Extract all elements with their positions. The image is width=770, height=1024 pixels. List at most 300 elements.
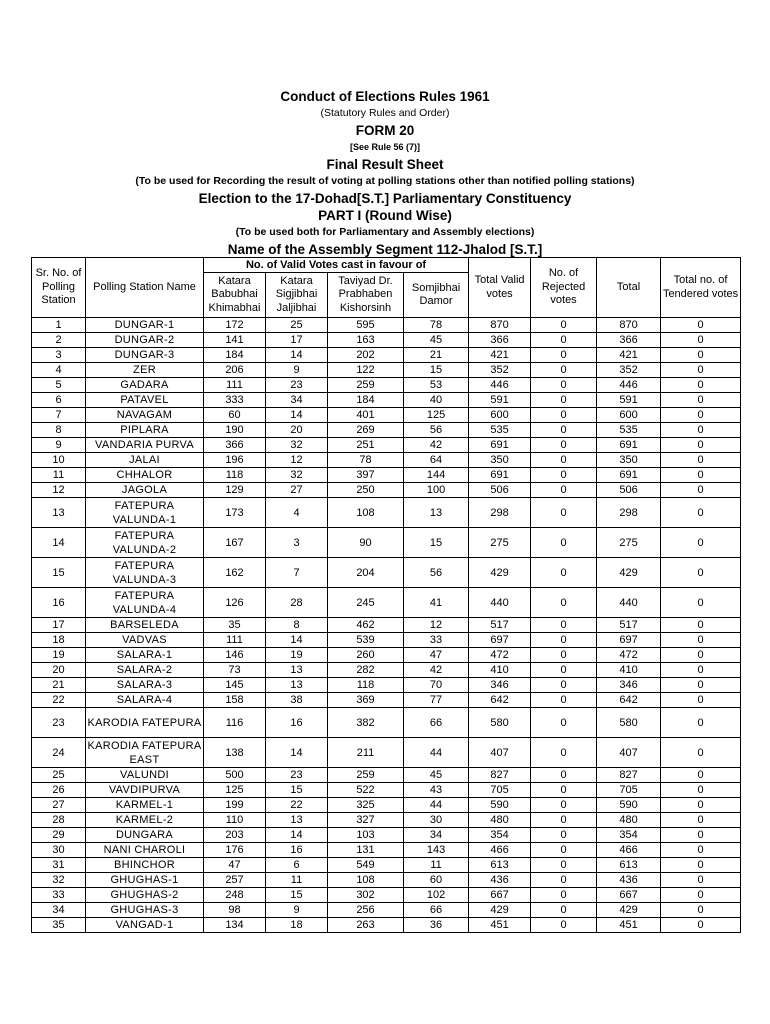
sr-no-cell: 10 [32,453,86,468]
candidate-1-votes-cell: 176 [204,843,266,858]
candidate-4-votes-cell: 44 [404,798,469,813]
candidate-4-votes-cell: 56 [404,423,469,438]
total-cell: 591 [597,393,661,408]
candidate-2-votes-cell: 20 [266,423,328,438]
tendered-cell: 0 [661,813,741,828]
usage-note-2: (To be used both for Parliamentary and Assembly elections) [235,226,535,238]
rejected-cell: 0 [531,888,597,903]
candidate-4-votes-cell: 47 [404,648,469,663]
candidate-2-votes-cell: 14 [266,828,328,843]
candidate-4-votes-cell: 21 [404,348,469,363]
total-valid-cell: 421 [469,348,531,363]
station-name-cell: KARODIA FATEPURA EAST [87,739,202,766]
candidate-1-votes-cell: 35 [204,618,266,633]
total-cell: 466 [597,843,661,858]
rejected-cell: 0 [531,348,597,363]
candidate-3-votes-cell: 118 [328,678,404,693]
candidate-4-votes-cell: 15 [404,363,469,378]
total-valid-cell: 580 [469,708,531,738]
candidate-2-votes-cell: 38 [266,693,328,708]
total-cell: 827 [597,768,661,783]
candidate-2-votes-cell: 8 [266,618,328,633]
candidate-1-votes-cell: 172 [204,318,266,333]
rejected-cell: 0 [531,828,597,843]
total-valid-cell: 691 [469,438,531,453]
tendered-cell: 0 [661,858,741,873]
station-name-cell: KARMEL-2 [86,813,204,828]
candidate-4-votes-cell: 45 [404,768,469,783]
rejected-cell: 0 [531,558,597,588]
table-row [32,663,741,678]
station-name-cell: FATEPURA VALUNDA-3 [86,558,204,588]
total-cell: 613 [597,858,661,873]
total-valid-cell: 352 [469,363,531,378]
station-name-cell: VAVDIPURVA [86,783,204,798]
tendered-cell: 0 [661,558,741,588]
candidate-1-votes-cell: 98 [204,903,266,918]
table-row [32,858,741,873]
candidate-4-votes-cell: 42 [404,438,469,453]
total-cell: 535 [597,423,661,438]
col-header-candidate-3: Taviyad Dr. Prabhaben Kishorsinh [328,273,404,318]
rejected-cell: 0 [531,498,597,528]
total-cell: 517 [597,618,661,633]
station-name-cell: NAVAGAM [86,408,204,423]
tendered-cell: 0 [661,498,741,528]
total-cell: 440 [597,588,661,618]
candidate-2-votes-cell: 13 [266,678,328,693]
candidate-2-votes-cell: 4 [266,498,328,528]
total-valid-cell: 410 [469,663,531,678]
candidate-4-votes-cell: 40 [404,393,469,408]
total-valid-cell: 705 [469,783,531,798]
table-row [32,588,741,618]
candidate-2-votes-cell: 19 [266,648,328,663]
candidate-1-votes-cell: 145 [204,678,266,693]
candidate-2-votes-cell: 6 [266,858,328,873]
tendered-cell: 0 [661,663,741,678]
candidate-1-votes-cell: 257 [204,873,266,888]
station-name-cell: ZER [86,363,204,378]
candidate-1-votes-cell: 162 [204,558,266,588]
rules-subtitle: (Statutory Rules and Order) [320,107,450,119]
total-cell: 421 [597,348,661,363]
total-cell: 366 [597,333,661,348]
candidate-4-votes-cell: 53 [404,378,469,393]
candidate-1-votes-cell: 118 [204,468,266,483]
table-row [32,783,741,798]
total-valid-cell: 600 [469,408,531,423]
station-name-cell: DUNGAR-3 [86,348,204,363]
form-header [0,88,770,258]
station-name-cell: GHUGHAS-2 [86,888,204,903]
rejected-cell: 0 [531,708,597,738]
result-rows [32,318,741,933]
result-table [31,257,741,933]
candidate-1-votes-cell: 125 [204,783,266,798]
candidate-2-votes-cell: 23 [266,378,328,393]
station-name-cell: SALARA-4 [86,693,204,708]
tendered-cell: 0 [661,378,741,393]
tendered-cell: 0 [661,333,741,348]
rejected-cell: 0 [531,453,597,468]
table-row [32,798,741,813]
rejected-cell: 0 [531,873,597,888]
candidate-1-votes-cell: 138 [204,738,266,768]
candidate-1-votes-cell: 184 [204,348,266,363]
candidate-3-votes-cell: 302 [328,888,404,903]
candidate-2-votes-cell: 15 [266,888,328,903]
candidate-4-votes-cell: 144 [404,468,469,483]
sr-no-cell: 21 [32,678,86,693]
total-valid-cell: 472 [469,648,531,663]
station-name-cell: NANI CHAROLI [86,843,204,858]
candidate-4-votes-cell: 60 [404,873,469,888]
total-cell: 346 [597,678,661,693]
candidate-3-votes-cell: 522 [328,783,404,798]
candidate-2-votes-cell: 16 [266,843,328,858]
station-name-cell: VALUNDI [86,768,204,783]
table-row [32,903,741,918]
col-header-tendered: Total no. of Tendered votes [661,258,741,318]
candidate-3-votes-cell: 259 [328,378,404,393]
rejected-cell: 0 [531,633,597,648]
candidate-3-votes-cell: 103 [328,828,404,843]
table-row [32,918,741,933]
total-valid-cell: 346 [469,678,531,693]
tendered-cell: 0 [661,438,741,453]
table-row [32,378,741,393]
total-valid-cell: 613 [469,858,531,873]
candidate-4-votes-cell: 125 [404,408,469,423]
total-cell: 354 [597,828,661,843]
total-valid-cell: 429 [469,558,531,588]
candidate-4-votes-cell: 15 [404,528,469,558]
total-cell: 642 [597,693,661,708]
candidate-3-votes-cell: 108 [328,873,404,888]
rejected-cell: 0 [531,618,597,633]
rejected-cell: 0 [531,333,597,348]
total-valid-cell: 354 [469,828,531,843]
sr-no-cell: 22 [32,693,86,708]
col-header-candidate-1: Katara Babubhai Khimabhai [204,273,266,318]
candidate-1-votes-cell: 134 [204,918,266,933]
table-row [32,483,741,498]
tendered-cell: 0 [661,738,741,768]
sr-no-cell: 15 [32,558,86,588]
assembly-segment: Name of the Assembly Segment 112-Jhalod [S.T.] [227,242,543,257]
total-valid-cell: 407 [469,738,531,768]
candidate-3-votes-cell: 259 [328,768,404,783]
total-valid-cell: 350 [469,453,531,468]
candidate-3-votes-cell: 202 [328,348,404,363]
candidate-1-votes-cell: 146 [204,648,266,663]
total-cell: 697 [597,633,661,648]
total-valid-cell: 440 [469,588,531,618]
candidate-4-votes-cell: 45 [404,333,469,348]
rejected-cell: 0 [531,678,597,693]
candidate-2-votes-cell: 12 [266,453,328,468]
candidate-3-votes-cell: 263 [328,918,404,933]
sr-no-cell: 30 [32,843,86,858]
table-row [32,843,741,858]
tendered-cell: 0 [661,618,741,633]
tendered-cell: 0 [661,453,741,468]
candidate-1-votes-cell: 167 [204,528,266,558]
candidate-3-votes-cell: 90 [328,528,404,558]
station-name-cell: KARODIA FATEPURA [86,708,204,738]
sr-no-cell: 19 [32,648,86,663]
total-valid-cell: 697 [469,633,531,648]
total-cell: 407 [597,738,661,768]
candidate-4-votes-cell: 34 [404,828,469,843]
tendered-cell: 0 [661,393,741,408]
total-valid-cell: 870 [469,318,531,333]
candidate-1-votes-cell: 110 [204,813,266,828]
total-valid-cell: 480 [469,813,531,828]
sr-no-cell: 28 [32,813,86,828]
tendered-cell: 0 [661,363,741,378]
rejected-cell: 0 [531,528,597,558]
total-cell: 600 [597,408,661,423]
total-valid-cell: 436 [469,873,531,888]
col-header-candidate-2: Katara Sigjibhai Jaljibhai [266,273,328,318]
table-row [32,498,741,528]
candidate-2-votes-cell: 13 [266,813,328,828]
sr-no-cell: 26 [32,783,86,798]
candidate-1-votes-cell: 60 [204,408,266,423]
candidate-3-votes-cell: 269 [328,423,404,438]
candidate-1-votes-cell: 248 [204,888,266,903]
candidate-4-votes-cell: 77 [404,693,469,708]
station-name-cell: GADARA [86,378,204,393]
sr-no-cell: 35 [32,918,86,933]
candidate-2-votes-cell: 14 [266,633,328,648]
total-valid-cell: 827 [469,768,531,783]
candidate-1-votes-cell: 196 [204,453,266,468]
col-header-total: Total [597,258,661,318]
rule-reference: [See Rule 56 (7)] [349,142,421,152]
tendered-cell: 0 [661,768,741,783]
col-header-rejected: No. of Rejected votes [531,258,597,318]
candidate-1-votes-cell: 129 [204,483,266,498]
candidate-4-votes-cell: 43 [404,783,469,798]
candidate-4-votes-cell: 66 [404,708,469,738]
rejected-cell: 0 [531,408,597,423]
candidate-1-votes-cell: 116 [204,708,266,738]
candidate-4-votes-cell: 33 [404,633,469,648]
rejected-cell: 0 [531,903,597,918]
total-cell: 429 [597,903,661,918]
candidate-2-votes-cell: 14 [266,408,328,423]
total-valid-cell: 667 [469,888,531,903]
total-cell: 580 [597,708,661,738]
candidate-3-votes-cell: 131 [328,843,404,858]
rejected-cell: 0 [531,663,597,678]
candidate-4-votes-cell: 42 [404,663,469,678]
candidate-3-votes-cell: 462 [328,618,404,633]
candidate-2-votes-cell: 17 [266,333,328,348]
total-cell: 667 [597,888,661,903]
total-valid-cell: 429 [469,903,531,918]
tendered-cell: 0 [661,828,741,843]
total-valid-cell: 506 [469,483,531,498]
candidate-4-votes-cell: 44 [404,738,469,768]
station-name-cell: DUNGARA [86,828,204,843]
candidate-4-votes-cell: 56 [404,558,469,588]
total-valid-cell: 466 [469,843,531,858]
total-valid-cell: 591 [469,393,531,408]
sr-no-cell: 27 [32,798,86,813]
candidate-1-votes-cell: 173 [204,498,266,528]
rejected-cell: 0 [531,393,597,408]
sr-no-cell: 31 [32,858,86,873]
sr-no-cell: 9 [32,438,86,453]
sr-no-cell: 33 [32,888,86,903]
sr-no-cell: 1 [32,318,86,333]
total-cell: 691 [597,468,661,483]
rejected-cell: 0 [531,378,597,393]
candidate-2-votes-cell: 9 [266,903,328,918]
total-valid-cell: 517 [469,618,531,633]
rejected-cell: 0 [531,738,597,768]
tendered-cell: 0 [661,693,741,708]
rules-title: Conduct of Elections Rules 1961 [280,89,490,104]
station-name-cell: FATEPURA VALUNDA-2 [86,528,204,558]
total-valid-cell: 451 [469,918,531,933]
sr-no-cell: 11 [32,468,86,483]
table-row [32,828,741,843]
candidate-1-votes-cell: 126 [204,588,266,618]
sr-no-cell: 29 [32,828,86,843]
candidate-4-votes-cell: 66 [404,903,469,918]
total-cell: 275 [597,528,661,558]
table-row [32,318,741,333]
total-cell: 350 [597,453,661,468]
sr-no-cell: 17 [32,618,86,633]
sr-no-cell: 32 [32,873,86,888]
candidate-3-votes-cell: 325 [328,798,404,813]
candidate-3-votes-cell: 397 [328,468,404,483]
tendered-cell: 0 [661,348,741,363]
table-row [32,888,741,903]
col-header-candidate-4: Somjibhai Damor [404,273,469,318]
table-row [32,738,741,768]
col-header-station: Polling Station Name [86,258,204,318]
total-cell: 298 [597,498,661,528]
total-cell: 506 [597,483,661,498]
sr-no-cell: 34 [32,903,86,918]
part-title: PART I (Round Wise) [318,208,452,223]
table-row [32,528,741,558]
tendered-cell: 0 [661,648,741,663]
total-cell: 480 [597,813,661,828]
total-valid-cell: 275 [469,528,531,558]
candidate-3-votes-cell: 539 [328,633,404,648]
rejected-cell: 0 [531,918,597,933]
table-row [32,408,741,423]
candidate-3-votes-cell: 245 [328,588,404,618]
candidate-4-votes-cell: 143 [404,843,469,858]
station-name-cell: SALARA-1 [86,648,204,663]
candidate-4-votes-cell: 30 [404,813,469,828]
candidate-1-votes-cell: 111 [204,633,266,648]
candidate-3-votes-cell: 163 [328,333,404,348]
candidate-2-votes-cell: 7 [266,558,328,588]
rejected-cell: 0 [531,858,597,873]
rejected-cell: 0 [531,468,597,483]
sr-no-cell: 4 [32,363,86,378]
candidate-2-votes-cell: 9 [266,363,328,378]
rejected-cell: 0 [531,483,597,498]
candidate-4-votes-cell: 36 [404,918,469,933]
station-name-cell: FATEPURA VALUNDA-1 [86,498,204,528]
candidate-4-votes-cell: 13 [404,498,469,528]
candidate-1-votes-cell: 111 [204,378,266,393]
station-name-cell: JAGOLA [86,483,204,498]
sr-no-cell: 16 [32,588,86,618]
tendered-cell: 0 [661,423,741,438]
table-row [32,813,741,828]
candidate-2-votes-cell: 32 [266,438,328,453]
candidate-1-votes-cell: 190 [204,423,266,438]
candidate-3-votes-cell: 595 [328,318,404,333]
tendered-cell: 0 [661,483,741,498]
candidate-2-votes-cell: 25 [266,318,328,333]
station-name-cell: PATAVEL [86,393,204,408]
station-name-cell: GHUGHAS-1 [86,873,204,888]
tendered-cell: 0 [661,588,741,618]
candidate-2-votes-cell: 11 [266,873,328,888]
candidate-1-votes-cell: 199 [204,798,266,813]
station-name-cell: SALARA-2 [86,663,204,678]
candidate-3-votes-cell: 549 [328,858,404,873]
sr-no-cell: 12 [32,483,86,498]
total-valid-cell: 535 [469,423,531,438]
table-row [32,423,741,438]
station-name-cell: VANDARIA PURVA [86,438,204,453]
table-row [32,468,741,483]
tendered-cell: 0 [661,888,741,903]
candidate-3-votes-cell: 282 [328,663,404,678]
candidate-2-votes-cell: 13 [266,663,328,678]
table-row [32,333,741,348]
sr-no-cell: 14 [32,528,86,558]
candidate-3-votes-cell: 250 [328,483,404,498]
tendered-cell: 0 [661,528,741,558]
sr-no-cell: 24 [32,738,86,768]
station-name-cell: BARSELEDA [86,618,204,633]
candidate-1-votes-cell: 203 [204,828,266,843]
station-name-cell: PIPLARA [86,423,204,438]
candidate-3-votes-cell: 122 [328,363,404,378]
sr-no-cell: 20 [32,663,86,678]
station-name-cell: CHHALOR [86,468,204,483]
tendered-cell: 0 [661,783,741,798]
total-valid-cell: 446 [469,378,531,393]
tendered-cell: 0 [661,918,741,933]
station-name-cell: DUNGAR-1 [86,318,204,333]
candidate-1-votes-cell: 366 [204,438,266,453]
candidate-2-votes-cell: 27 [266,483,328,498]
total-cell: 590 [597,798,661,813]
candidate-1-votes-cell: 47 [204,858,266,873]
rejected-cell: 0 [531,813,597,828]
rejected-cell: 0 [531,693,597,708]
candidate-2-votes-cell: 16 [266,708,328,738]
rejected-cell: 0 [531,768,597,783]
table-row [32,363,741,378]
